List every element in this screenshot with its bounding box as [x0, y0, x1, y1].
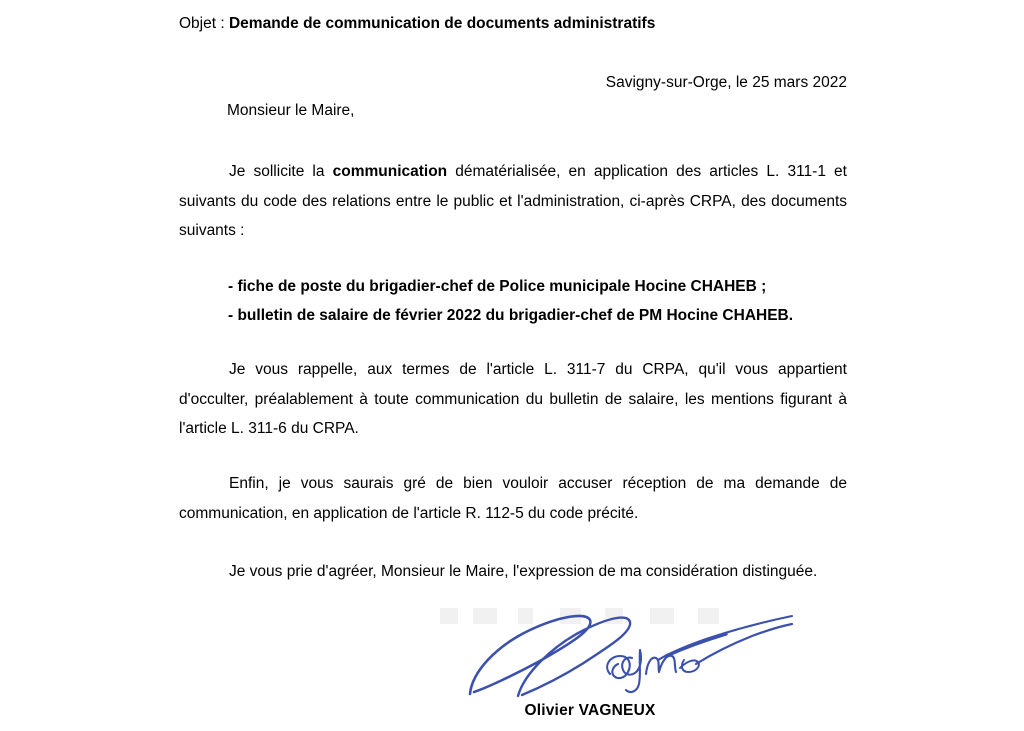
- paragraph-acknowledgement-request: Enfin, je vous saurais gré de bien vouloir accuser réception de ma demande de communication, en application de l'article R. 112-5 du code précité.: [179, 475, 847, 522]
- requested-documents-list: [228, 272, 848, 330]
- paragraph-request-emphasis: communication: [332, 163, 448, 180]
- subject-value: Demande de communication de documents administratifs: [228, 15, 656, 32]
- paragraph-request-part-2: dématérialisée, en application des articles L. 311-1 et suivants du code des relations entre le public et l'administration, ci-après CRPA, des documents suivants :: [179, 163, 847, 239]
- paragraph-closing-formula: Je vous prie d'agréer, Monsieur le Maire, l'expression de ma considération distinguée.: [229, 563, 818, 580]
- signer-name: Olivier VAGNEUX: [524, 702, 656, 719]
- list-item: - bulletin de salaire de février 2022 du brigadier-chef de PM Hocine CHAHEB.: [228, 307, 794, 324]
- subject-line: [179, 14, 847, 34]
- signature-block: [380, 600, 800, 731]
- subject-label: Objet :: [179, 15, 225, 32]
- paragraph-request: [179, 157, 847, 246]
- paragraph-redaction-notice: Je vous rappelle, aux termes de l'article L. 311-7 du CRPA, qu'il vous appartient d'occulter, préalablement à toute communication du bulletin de salaire, les mentions figurant à l'article L. 311-6 du CRPA.: [179, 361, 847, 437]
- handwritten-signature-icon: [460, 602, 800, 702]
- salutation: Monsieur le Maire,: [227, 102, 355, 119]
- list-item: - fiche de poste du brigadier-chef de Police municipale Hocine CHAHEB ;: [228, 278, 767, 295]
- paragraph-request-part-1: Je sollicite la: [229, 163, 333, 180]
- place-and-date: Savigny-sur-Orge, le 25 mars 2022: [605, 74, 847, 91]
